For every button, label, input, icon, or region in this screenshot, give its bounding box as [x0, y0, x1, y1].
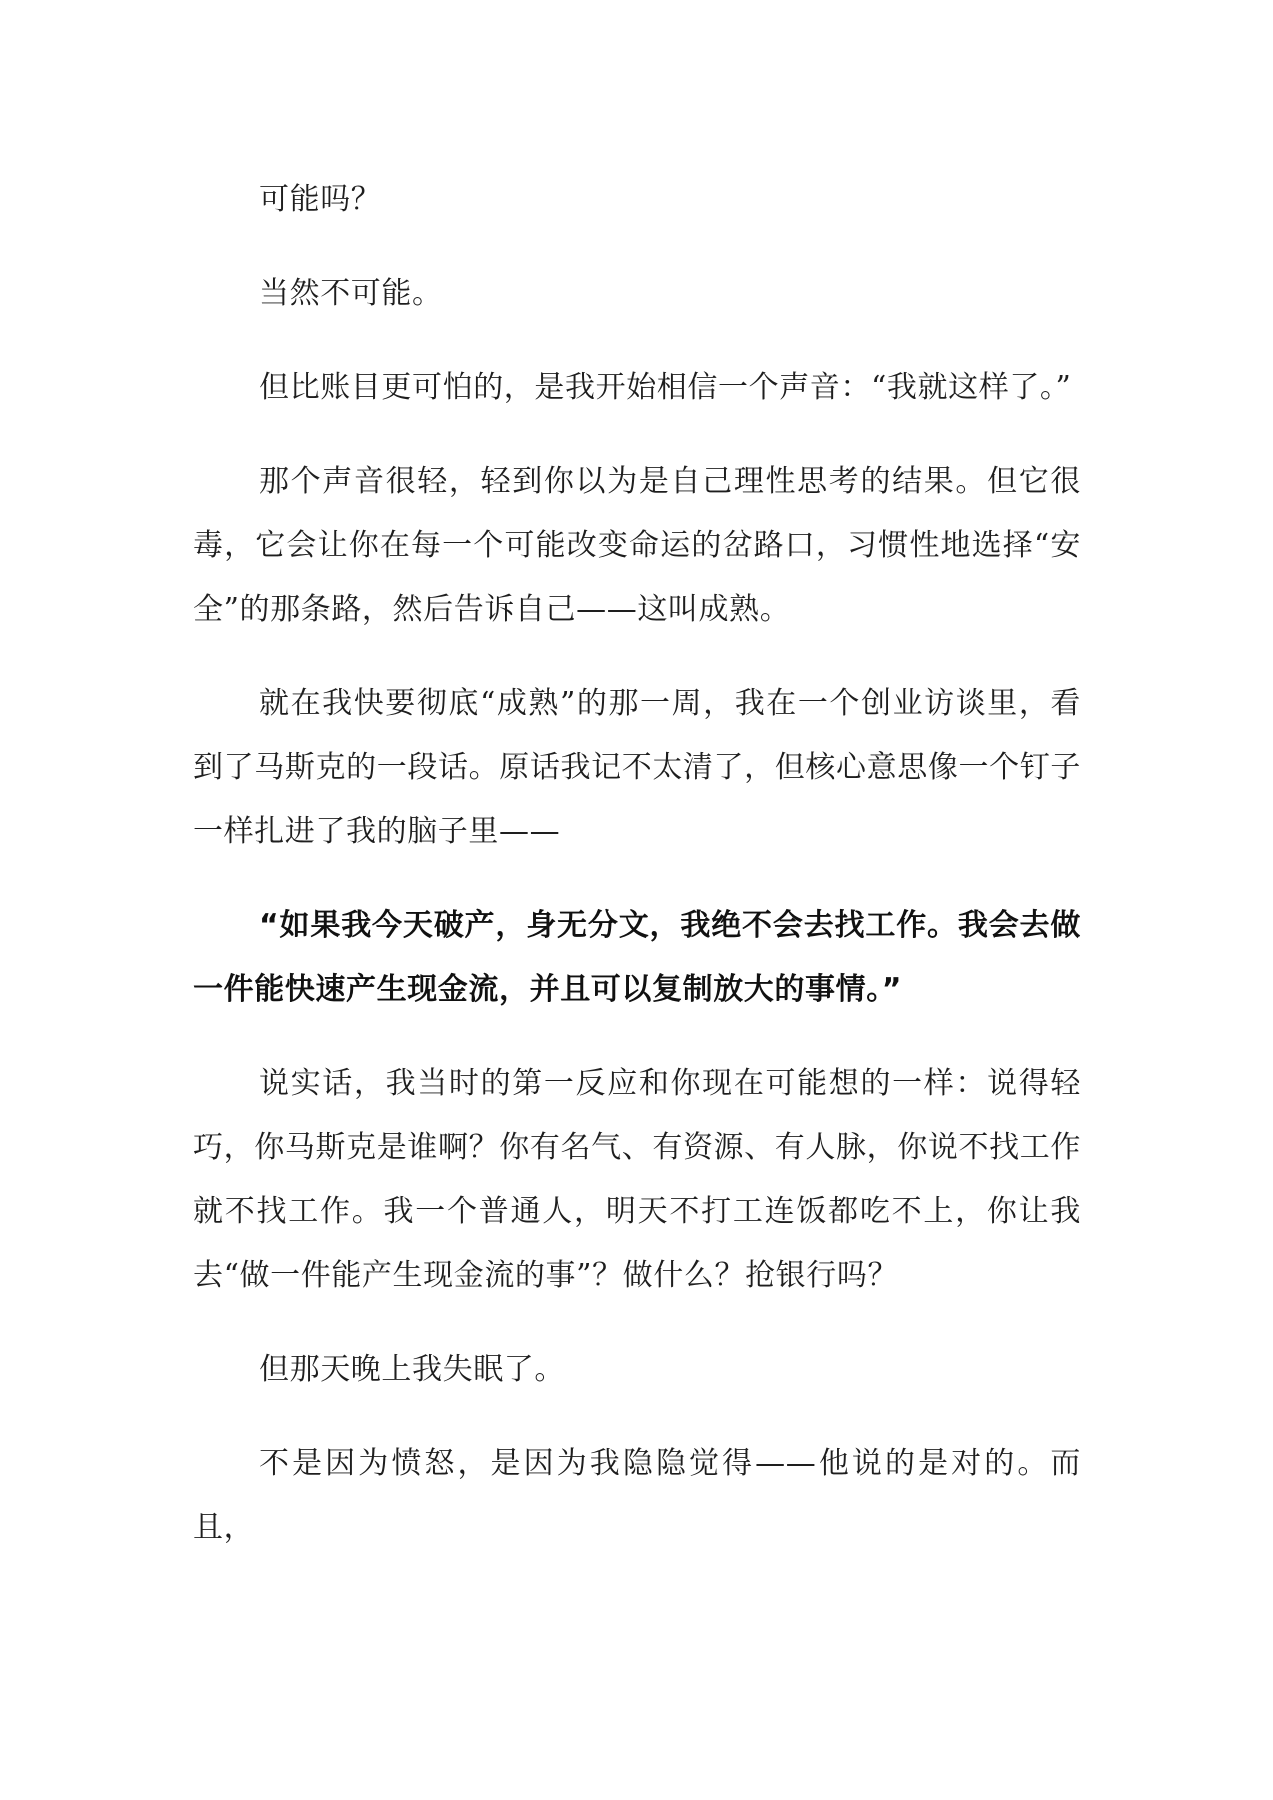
paragraph: 说实话，我当时的第一反应和你现在可能想的一样：说得轻巧，你马斯克是谁啊？你有名气、有资源、有人脉，你说不找工作就不找工作。我一个普通人，明天不打工连饭都吃不上，你让我去“做一件能产生现金流的事”？做什么？抢银行吗？ — [193, 1066, 1081, 1293]
paragraph: 可能吗？ — [259, 182, 382, 217]
paragraph: 那个声音很轻，轻到你以为是自己理性思考的结果。但它很毒，它会让你在每一个可能改变命运的岔路口，习惯性地选择“安全”的那条路，然后告诉自己——这叫成熟。 — [193, 464, 1081, 627]
paragraph: 当然不可能。 — [259, 276, 443, 311]
quote-paragraph: “如果我今天破产，身无分文，我绝不会去找工作。我会去做一件能快速产生现金流，并且可以复制放大的事情。” — [193, 908, 1081, 1007]
paragraph: 不是因为愤怒，是因为我隐隐觉得——他说的是对的。而且， — [193, 1446, 1081, 1545]
paragraph: 就在我快要彻底“成熟”的那一周，我在一个创业访谈里，看到了马斯克的一段话。原话我记不太清了，但核心意思像一个钉子一样扎进了我的脑子里—— — [193, 686, 1081, 849]
document-body — [193, 168, 1081, 1590]
paragraph: 但比账目更可怕的，是我开始相信一个声音：“我就这样了。” — [259, 370, 1072, 405]
paragraph: 但那天晚上我失眠了。 — [259, 1352, 565, 1387]
